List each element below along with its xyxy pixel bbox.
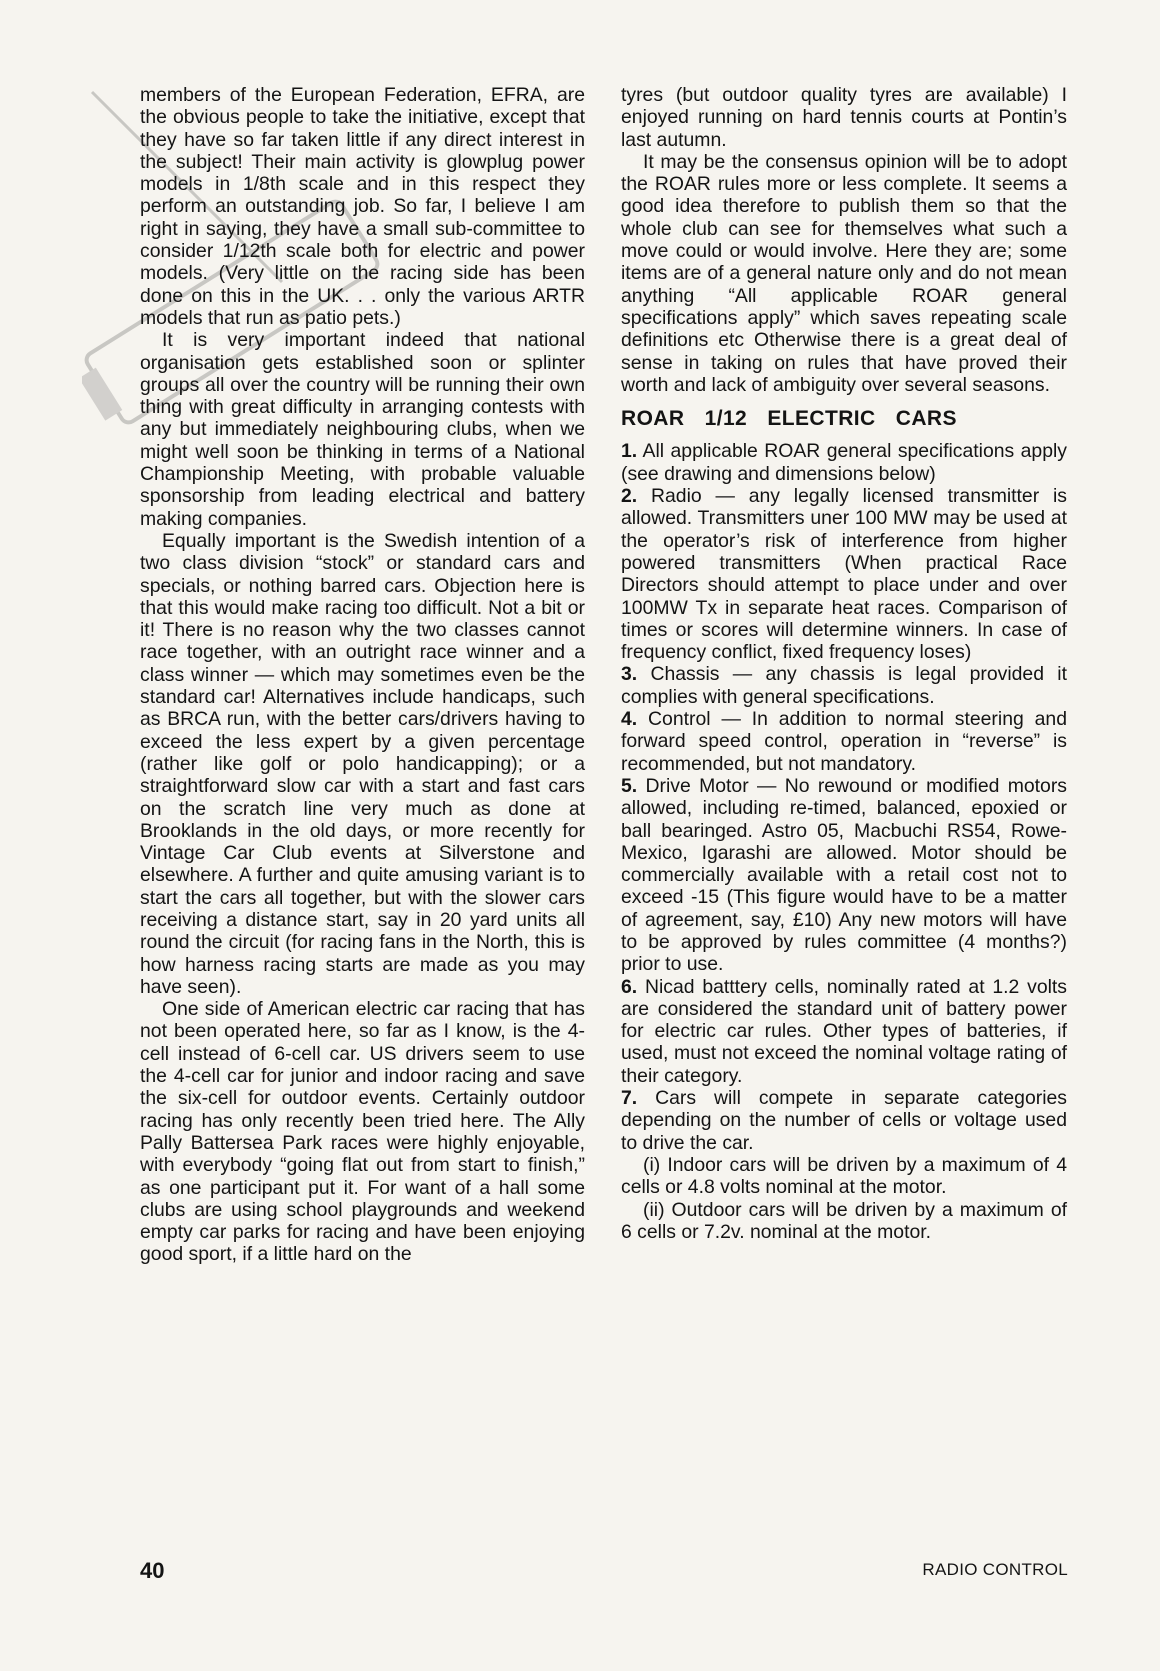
sub-rule-outdoor: (ii) Outdoor cars will be driven by a maximum of 6 cells or 7.2v. nominal at the motor. [621, 1198, 1067, 1243]
rules-list [621, 440, 1067, 1154]
magazine-name: RADIO CONTROL [922, 1560, 1068, 1579]
rule-item [621, 976, 1067, 1087]
section-heading: ROAR 1/12 ELECTRIC CARS [621, 407, 957, 431]
rule-text: Nicad batttery cells, nominally rated at 1.2 volts are considered the standard unit of battery power for electric car rules. Other types of batteries, if used, must not exceed the nominal voltage rating of their category. [621, 975, 1067, 1087]
rule-item [621, 485, 1067, 663]
right-paragraph-2: It may be the consensus opinion will be to adopt the ROAR rules more or less complete. It seems a good idea therefore to publish them so that the whole club can see for themselves what such a move could or would involve. Here they are; some items are of a general nature only and do not mean anything “All applicable ROAR general specifications apply” which saves repeating scale definitions etc Otherwise there is a great deal of sense in taking on rules that have proved their worth and lack of ambiguity over several seasons. [621, 150, 1067, 396]
rule-number: 3. [621, 663, 638, 686]
right-column [621, 84, 1067, 1243]
rule-text: Drive Motor — No rewound or modified motors allowed, including re-timed, balanced, epoxied or ball bearinged. Astro 05, Macbuchi RS54, Rowe-Mexico, Igarashi are allowed. Motor should be commercially available with a retail cost not to exceed -15 (This figure would have to be a matter of agreement, say, £10) Any new motors will have to be approved by rules committee (4 months?) prior to use. [621, 774, 1067, 976]
rule-item [621, 663, 1067, 708]
rule-number: 4. [621, 708, 638, 731]
page-number: 40 [140, 1558, 165, 1583]
left-paragraph-1: members of the European Federation, EFRA, are the obvious people to take the initiative, except that they have so far taken little if any direct interest in the subject! Their main activity is glowplug power models in 1/8th scale and in this respect they perform an outstanding job. So far, I believe I am right in saying, they have a small sub-committee to consider 1/12th scale both for electric and power models. (Very little on the racing side has been done on this in the UK. . . only the various ARTR models that run as patio pets.) [140, 84, 585, 329]
rule-number: 5. [621, 774, 638, 797]
left-paragraph-4: One side of American electric car racing that has not been operated here, so far as I know, is the 4-cell instead of 6-cell car. US drivers seem to use the 4-cell car for junior and indoor racing and save the six-cell for outdoor events. Certainly outdoor racing has only recently been tried here. The Ally Pally Battersea Park races were highly enjoyable, with everybody “going flat out from start to finish,” as one participant put it. For want of a hall some clubs are using school playgrounds and weekend empty car parks for racing and have been enjoying good sport, if a little hard on the [140, 998, 585, 1266]
rule-text: Chassis — any chassis is legal provided it complies with general specifications. [621, 663, 1067, 708]
rule-number: 1. [621, 440, 638, 463]
left-column [140, 84, 585, 1266]
rule-text: Radio — any legally licensed transmitter is allowed. Transmitters uner 100 MW may be used at the operator’s risk of interference from higher powered transmitters (When practical Race Directors should attempt to place under and over 100MW Tx in separate heat races. Comparison of times or scores will determine winners. In case of frequency conflict, fixed frequency loses) [621, 485, 1067, 664]
rule-item [621, 1087, 1067, 1154]
rule-item [621, 775, 1067, 976]
left-paragraph-2: It is very important indeed that national organisation gets established soon or splinter groups all over the country will be running their own thing with great difficulty in arranging contests with any but immediately neighbouring clubs, when we might well soon be thinking in terms of a National Championship Meeting, with probable valuable sponsorship from leading electrical and battery making companies. [140, 329, 585, 530]
rule-number: 2. [621, 485, 638, 508]
rule-text: Cars will compete in separate categories depending on the number of cells or voltage used to drive the car. [621, 1087, 1067, 1154]
sub-rule-indoor: (i) Indoor cars will be driven by a maximum of 4 cells or 4.8 volts nominal at the motor. [621, 1153, 1067, 1199]
right-paragraph-1: tyres (but outdoor quality tyres are available) I enjoyed running on hard tennis courts at Pontin’s last autumn. [621, 84, 1067, 151]
rule-text: All applicable ROAR general specifications apply (see drawing and dimensions below) [621, 440, 1067, 485]
left-paragraph-3: Equally important is the Swedish intention of a two class division “stock” or standard cars and specials, or nothing barred cars. Objection here is that this would make racing too difficult. Not a bit or it! There is no reason why the two classes cannot race together, with an outright race winner and a class winner — which may sometimes even be the standard car! Alternatives include handicaps, such as BRCA run, with the better cars/drivers having to exceed the less expert by a given percentage (rather like golf or polo handicapping); or a straightforward slow car with a start and fast cars on the scratch line very much as done at Brooklands in the old days, or more recently for Vintage Car Club events at Silverstone and elsewhere. A further and quite amusing variant is to start the cars all together, but with the slower cars receiving a distance start, say in 20 yard units all round the circuit (for racing fans in the North, this is how harness racing starts are made as you may have seen). [140, 529, 585, 998]
rule-item [621, 440, 1067, 485]
rule-item [621, 708, 1067, 775]
rule-number: 6. [621, 975, 638, 998]
rule-text: Control — In addition to normal steering and forward speed control, operation in “reverse” is recommended, but not mandatory. [621, 708, 1067, 775]
rule-number: 7. [621, 1087, 638, 1110]
